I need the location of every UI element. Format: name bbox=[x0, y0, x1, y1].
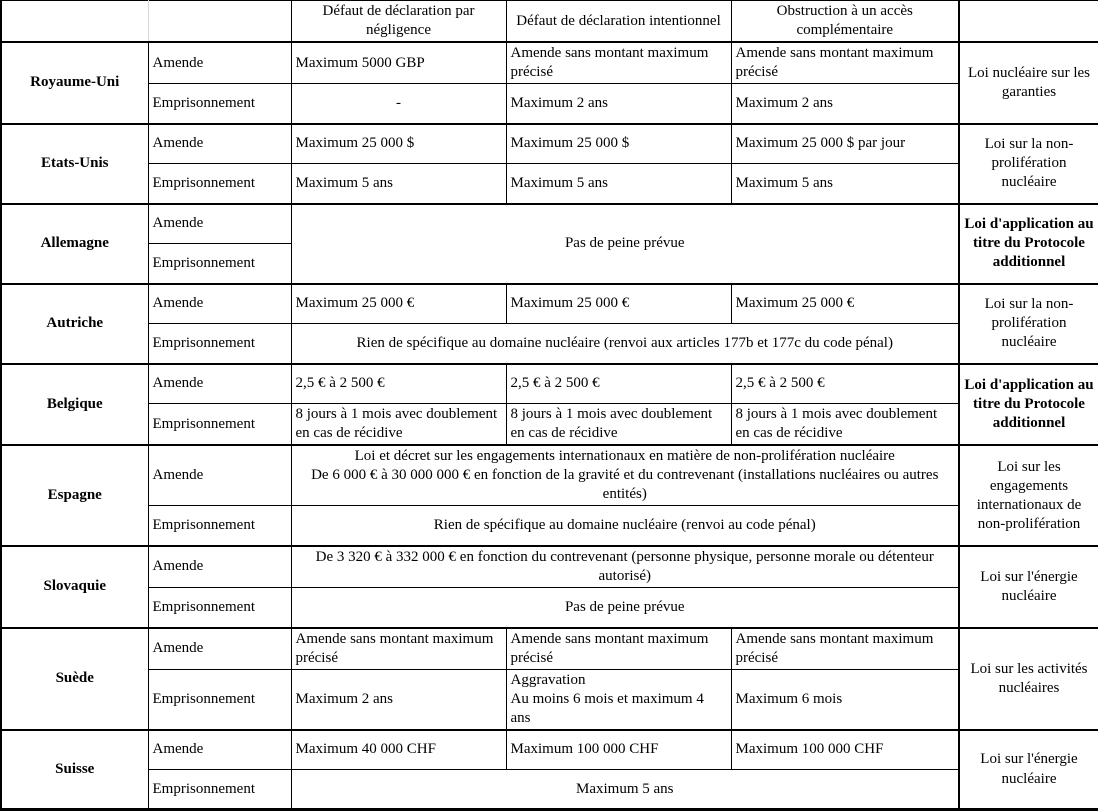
cell-se-emp-negligence: Maximum 2 ans bbox=[291, 669, 506, 730]
cell-se-emp-intentionnel-line2: Au moins 6 mois et maximum 4 ans bbox=[510, 690, 704, 726]
type-emprisonnement: Emprisonnement bbox=[148, 770, 291, 810]
cell-se-emp-intentionnel-line1: Aggravation bbox=[510, 671, 586, 688]
law-suede: Loi sur les activités nucléaires bbox=[959, 628, 1098, 730]
law-suisse: Loi sur l'énergie nucléaire bbox=[959, 730, 1098, 810]
cell-se-amende-negligence: Amende sans montant maximum précisé bbox=[291, 628, 506, 670]
country-allemagne: Allemagne bbox=[1, 204, 148, 284]
cell-es-emp-merged: Rien de spécifique au domaine nucléaire (renvoi au code pénal) bbox=[291, 506, 959, 546]
header-law-empty bbox=[959, 1, 1098, 43]
row-slovaquie-emprisonnement bbox=[1, 588, 1098, 628]
type-emprisonnement: Emprisonnement bbox=[148, 84, 291, 124]
type-amende: Amende bbox=[148, 628, 291, 670]
type-emprisonnement: Emprisonnement bbox=[148, 324, 291, 364]
type-amende: Amende bbox=[148, 445, 291, 506]
country-etats-unis: Etats-Unis bbox=[1, 124, 148, 204]
type-emprisonnement: Emprisonnement bbox=[148, 244, 291, 284]
cell-uk-amende-obstruction: Amende sans montant maximum précisé bbox=[731, 42, 959, 84]
cell-uk-amende-intentionnel: Amende sans montant maximum précisé bbox=[506, 42, 731, 84]
cell-be-emp-obstruction: 8 jours à 1 mois avec doublement en cas de récidive bbox=[731, 404, 959, 446]
law-autriche: Loi sur la non-prolifération nucléaire bbox=[959, 284, 1098, 364]
cell-ch-amende-intentionnel: Maximum 100 000 CHF bbox=[506, 730, 731, 770]
type-amende: Amende bbox=[148, 284, 291, 324]
row-etats-unis-emprisonnement bbox=[1, 164, 1098, 204]
cell-us-emp-intentionnel: Maximum 5 ans bbox=[506, 164, 731, 204]
cell-us-emp-obstruction: Maximum 5 ans bbox=[731, 164, 959, 204]
cell-be-emp-intentionnel: 8 jours à 1 mois avec doublement en cas de récidive bbox=[506, 404, 731, 446]
cell-at-amende-obstruction: Maximum 25 000 € bbox=[731, 284, 959, 324]
cell-at-amende-intentionnel: Maximum 25 000 € bbox=[506, 284, 731, 324]
cell-us-amende-negligence: Maximum 25 000 $ bbox=[291, 124, 506, 164]
cell-ch-amende-obstruction: Maximum 100 000 CHF bbox=[731, 730, 959, 770]
law-slovaquie: Loi sur l'énergie nucléaire bbox=[959, 546, 1098, 628]
cell-uk-amende-negligence: Maximum 5000 GBP bbox=[291, 42, 506, 84]
row-allemagne-amende bbox=[1, 204, 1098, 244]
type-amende: Amende bbox=[148, 546, 291, 588]
row-belgique-amende bbox=[1, 364, 1098, 404]
row-suede-amende bbox=[1, 628, 1098, 670]
cell-be-emp-negligence: 8 jours à 1 mois avec doublement en cas de récidive bbox=[291, 404, 506, 446]
type-amende: Amende bbox=[148, 124, 291, 164]
cell-es-amende-line1: Loi et décret sur les engagements internationaux en matière de non-prolifération nucléaire bbox=[354, 448, 895, 465]
row-belgique-emprisonnement bbox=[1, 404, 1098, 446]
law-royaume-uni: Loi nucléaire sur les garanties bbox=[959, 42, 1098, 124]
cell-be-amende-negligence: 2,5 € à 2 500 € bbox=[291, 364, 506, 404]
row-etats-unis-amende bbox=[1, 124, 1098, 164]
row-autriche-emprisonnement bbox=[1, 324, 1098, 364]
country-suede: Suède bbox=[1, 628, 148, 730]
type-emprisonnement: Emprisonnement bbox=[148, 588, 291, 628]
type-amende: Amende bbox=[148, 204, 291, 244]
cell-ch-amende-negligence: Maximum 40 000 CHF bbox=[291, 730, 506, 770]
law-etats-unis: Loi sur la non-prolifération nucléaire bbox=[959, 124, 1098, 204]
cell-uk-emp-negligence: - bbox=[291, 84, 506, 124]
header-row bbox=[1, 1, 1098, 43]
cell-se-emp-obstruction: Maximum 6 mois bbox=[731, 669, 959, 730]
header-intentionnel: Défaut de déclaration intentionnel bbox=[506, 1, 731, 43]
row-suisse-emprisonnement bbox=[1, 770, 1098, 810]
law-belgique: Loi d'application au titre du Protocole additionnel bbox=[959, 364, 1098, 446]
cell-be-amende-intentionnel: 2,5 € à 2 500 € bbox=[506, 364, 731, 404]
cell-de-merged: Pas de peine prévue bbox=[291, 204, 959, 284]
cell-be-amende-obstruction: 2,5 € à 2 500 € bbox=[731, 364, 959, 404]
type-emprisonnement: Emprisonnement bbox=[148, 506, 291, 546]
row-suisse-amende bbox=[1, 730, 1098, 770]
cell-ch-emp-merged: Maximum 5 ans bbox=[291, 770, 959, 810]
cell-us-amende-intentionnel: Maximum 25 000 $ bbox=[506, 124, 731, 164]
row-espagne-emprisonnement bbox=[1, 506, 1098, 546]
header-negligence: Défaut de déclaration par négligence bbox=[291, 1, 506, 43]
cell-us-emp-negligence: Maximum 5 ans bbox=[291, 164, 506, 204]
cell-us-amende-obstruction: Maximum 25 000 $ par jour bbox=[731, 124, 959, 164]
law-espagne: Loi sur les engagements internationaux de non-prolifération bbox=[959, 445, 1098, 546]
cell-es-amende-line2: De 6 000 € à 30 000 000 € en fonction de la gravité et du contrevenant (installations nucléaires ou autres entités) bbox=[311, 467, 939, 503]
law-allemagne: Loi d'application au titre du Protocole additionnel bbox=[959, 204, 1098, 284]
row-suede-emprisonnement bbox=[1, 669, 1098, 730]
cell-sk-amende-merged: De 3 320 € à 332 000 € en fonction du contrevenant (personne physique, personne morale ou détenteur autorisé) bbox=[291, 546, 959, 588]
type-amende: Amende bbox=[148, 730, 291, 770]
cell-uk-emp-obstruction: Maximum 2 ans bbox=[731, 84, 959, 124]
row-royaume-uni-amende bbox=[1, 42, 1098, 84]
row-autriche-amende bbox=[1, 284, 1098, 324]
cell-es-amende-merged bbox=[291, 445, 959, 506]
row-slovaquie-amende bbox=[1, 546, 1098, 588]
type-amende: Amende bbox=[148, 364, 291, 404]
cell-sk-emp-merged: Pas de peine prévue bbox=[291, 588, 959, 628]
type-emprisonnement: Emprisonnement bbox=[148, 669, 291, 730]
country-espagne: Espagne bbox=[1, 445, 148, 546]
cell-se-amende-obstruction: Amende sans montant maximum précisé bbox=[731, 628, 959, 670]
header-type-empty bbox=[148, 1, 291, 43]
country-autriche: Autriche bbox=[1, 284, 148, 364]
row-royaume-uni-emprisonnement bbox=[1, 84, 1098, 124]
cell-se-emp-intentionnel bbox=[506, 669, 731, 730]
cell-at-emp-merged: Rien de spécifique au domaine nucléaire (renvoi aux articles 177b et 177c du code pénal) bbox=[291, 324, 959, 364]
header-obstruction: Obstruction à un accès complémentaire bbox=[731, 1, 959, 43]
country-royaume-uni: Royaume-Uni bbox=[1, 42, 148, 124]
type-emprisonnement: Emprisonnement bbox=[148, 404, 291, 446]
row-espagne-amende bbox=[1, 445, 1098, 506]
cell-uk-emp-intentionnel: Maximum 2 ans bbox=[506, 84, 731, 124]
country-belgique: Belgique bbox=[1, 364, 148, 446]
country-slovaquie: Slovaquie bbox=[1, 546, 148, 628]
type-emprisonnement: Emprisonnement bbox=[148, 164, 291, 204]
cell-at-amende-negligence: Maximum 25 000 € bbox=[291, 284, 506, 324]
country-suisse: Suisse bbox=[1, 730, 148, 810]
cell-se-amende-intentionnel: Amende sans montant maximum précisé bbox=[506, 628, 731, 670]
header-country-empty bbox=[1, 1, 148, 43]
type-amende: Amende bbox=[148, 42, 291, 84]
